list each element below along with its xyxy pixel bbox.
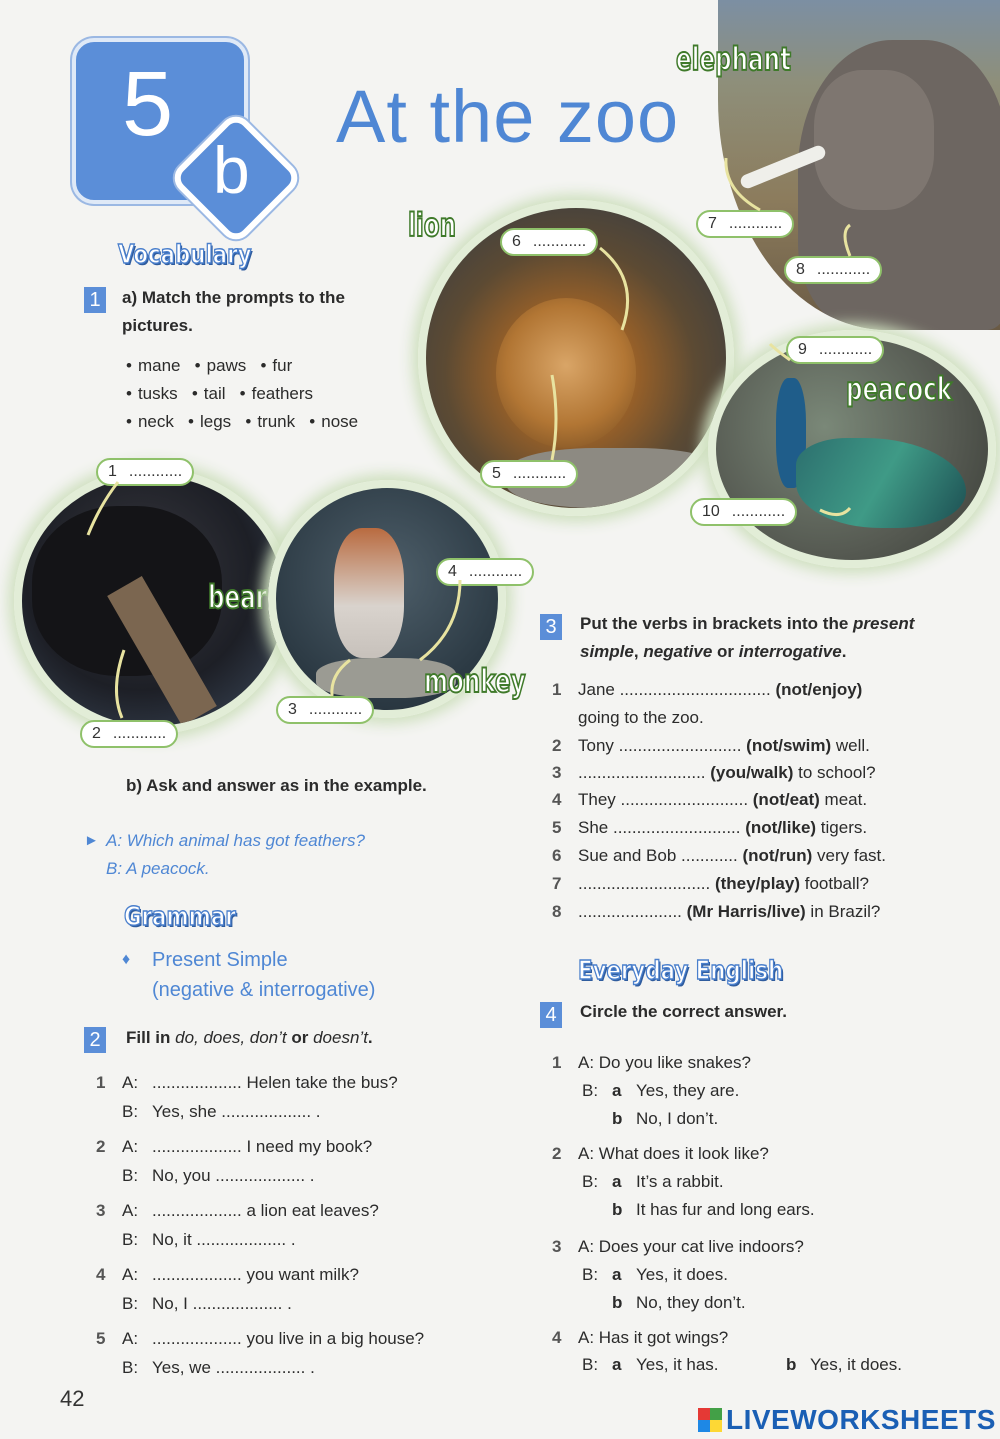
ex4-option-a[interactable]: B: a Yes, they are.: [582, 1081, 740, 1100]
ex4-option-a[interactable]: B: a Yes, it does.: [582, 1265, 728, 1284]
prompt-word: neck: [137, 412, 174, 431]
label-number: 4: [448, 563, 457, 580]
ex4-option-a[interactable]: B: a It’s a rabbit.: [582, 1172, 724, 1191]
ex2-instruction: Fill in do, does, don’t or doesn’t.: [126, 1028, 373, 1047]
liveworksheets-logo-icon: [698, 1408, 722, 1432]
everyday-english-heading: Everyday English: [578, 956, 784, 986]
exercise-number: 1: [84, 287, 106, 313]
ex2-item: 2 A: ................... I need my book?: [96, 1137, 373, 1156]
ex3-item[interactable]: 2 Tony .......................... (not/swim) well.: [552, 736, 870, 755]
ex2-question[interactable]: ................... I need my book?: [152, 1137, 373, 1156]
diamond-icon: ♦: [122, 951, 131, 968]
prompt-list: [126, 352, 358, 436]
ex2-item-answer: B: No, you ................... .: [122, 1166, 315, 1185]
grammar-topic-line1: Present Simple: [152, 949, 288, 971]
instruction-b: b) Ask and answer as in the example.: [126, 776, 427, 795]
example-answer: B: A peacock.: [106, 859, 210, 878]
ex2-answer[interactable]: No, it ................... .: [152, 1230, 296, 1249]
ex2-answer[interactable]: Yes, she ................... .: [152, 1102, 321, 1121]
ex2-item: 1 A: ................... Helen take the bus?: [96, 1073, 398, 1092]
ex2-answer[interactable]: Yes, we ................... .: [152, 1358, 315, 1377]
ex3-instruction-line2: simple, negative or interrogative.: [580, 642, 847, 661]
page-number: 42: [60, 1386, 85, 1411]
footer-logo[interactable]: LIVEWORKSHEETS: [726, 1404, 996, 1435]
arrow-icon: [820, 508, 850, 515]
label-number: 8: [796, 261, 805, 278]
prompt-row: • mane • paws • fur: [126, 356, 293, 375]
prompt-word: trunk: [257, 412, 296, 431]
ex4-option-b[interactable]: b No, they don’t.: [612, 1293, 746, 1312]
ex4-instruction: Circle the correct answer.: [580, 1002, 787, 1021]
arrow-icon: [552, 375, 556, 460]
ex2-item-answer: B: No, it ................... .: [122, 1230, 296, 1249]
ex4-question: 3 A: Does your cat live indoors?: [552, 1237, 804, 1256]
unit-number: 5: [122, 53, 174, 155]
ex2-question[interactable]: ................... Helen take the bus?: [152, 1073, 398, 1092]
exercise-number: 3: [540, 614, 562, 640]
label-number: 5: [492, 465, 501, 482]
prompt-word: fur: [272, 356, 293, 375]
ex4-question: 2 A: What does it look like?: [552, 1144, 769, 1163]
arrow-icon: [88, 482, 118, 535]
grammar-heading: Grammar: [124, 902, 236, 932]
arrow-icon: [600, 248, 628, 330]
label-blank: ............: [468, 563, 523, 580]
ex3-item[interactable]: 5 She ........................... (not/like) tigers.: [552, 818, 868, 837]
ex2-question[interactable]: ................... a lion eat leaves?: [152, 1201, 379, 1220]
prompt-word: mane: [137, 356, 181, 375]
prompt-word: tail: [203, 384, 226, 403]
ex2-item-answer: B: No, I ................... .: [122, 1294, 292, 1313]
label-number: 2: [92, 725, 101, 742]
arrow-icon: [845, 225, 850, 256]
ex4-option-b[interactable]: b It has fur and long ears.: [612, 1200, 815, 1219]
ex3-item[interactable]: 7 ............................ (they/play) football?: [552, 874, 869, 893]
page-title: At the zoo: [336, 75, 680, 158]
ex2-item-answer: B: Yes, she ................... .: [122, 1102, 321, 1121]
ex4-option-a[interactable]: B: a Yes, it has.: [582, 1355, 719, 1374]
prompt-row: • neck • legs • trunk • nose: [126, 412, 359, 431]
ex2-item: 3 A: ................... a lion eat leaves?: [96, 1201, 379, 1220]
monkey-tag: monkey: [424, 662, 526, 700]
ex3-item-cont: going to the zoo.: [578, 708, 704, 727]
ex4-option-b[interactable]: b No, I don’t.: [612, 1109, 719, 1128]
example-arrow-icon: ►: [84, 832, 99, 849]
label-blank: ............: [128, 463, 183, 480]
prompt-word: nose: [321, 412, 359, 431]
ex4-question: 4 A: Has it got wings?: [552, 1328, 729, 1347]
unit-letter: b: [213, 133, 250, 207]
label-blank: ............: [728, 215, 783, 232]
peacock-tag: peacock: [846, 370, 953, 408]
arrow-icon: [116, 650, 124, 718]
ex4-question: 1 A: Do you like snakes?: [552, 1053, 751, 1072]
arrow-icon: [770, 344, 790, 360]
ex3-item[interactable]: 4 They ........................... (not/eat) meat.: [552, 790, 868, 809]
label-number: 10: [702, 503, 720, 520]
label-blank: ............: [112, 725, 167, 742]
prompt-word: paws: [206, 356, 247, 375]
label-blank: ............: [816, 261, 871, 278]
ex3-item[interactable]: 3 ........................... (you/walk) to school?: [552, 763, 876, 782]
ex4-option-b[interactable]: b Yes, it does.: [786, 1355, 902, 1374]
ex2-item-answer: B: Yes, we ................... .: [122, 1358, 315, 1377]
arrow-icon: [420, 580, 460, 660]
exercise-number: 4: [540, 1002, 562, 1028]
example-question: A: Which animal has got feathers?: [106, 831, 365, 850]
ex2-item: 4 A: ................... you want milk?: [96, 1265, 359, 1284]
ex2-answer[interactable]: No, I ................... .: [152, 1294, 292, 1313]
arrow-icon: [726, 158, 760, 210]
ex2-question[interactable]: ................... you want milk?: [152, 1265, 359, 1284]
label-blank: ............: [512, 465, 567, 482]
prompt-word: tusks: [137, 384, 178, 403]
prompt-row: • tusks • tail • feathers: [126, 384, 314, 403]
ex3-item[interactable]: 8 ...................... (Mr Harris/live) in Brazil?: [552, 902, 881, 921]
instruction-a-line2: pictures.: [122, 316, 193, 335]
ex3-item[interactable]: 1 Jane ................................ (not/enjoy): [552, 680, 863, 699]
elephant-tag: elephant: [676, 40, 792, 78]
label-blank: ............: [818, 341, 873, 358]
instruction-a-line1: a) Match the prompts to the: [122, 288, 345, 307]
ex2-answer[interactable]: No, you ................... .: [152, 1166, 315, 1185]
label-number: 9: [798, 341, 807, 358]
grammar-topic-line2: (negative & interrogative): [152, 979, 376, 1001]
label-number: 3: [288, 701, 297, 718]
label-number: 6: [512, 233, 521, 250]
ex3-item[interactable]: 6 Sue and Bob ............ (not/run) very fast.: [552, 846, 886, 865]
ex2-question[interactable]: ................... you live in a big house?: [152, 1329, 425, 1348]
label-number: 1: [108, 463, 117, 480]
label-blank: ............: [308, 701, 363, 718]
bear-tag: bear: [208, 578, 268, 616]
prompt-word: legs: [200, 412, 232, 431]
ex2-item: 5 A: ................... you live in a big house?: [96, 1329, 425, 1348]
arrow-icon: [332, 660, 350, 696]
label-blank: ............: [532, 233, 587, 250]
lion-tag: lion: [408, 206, 457, 244]
vocabulary-heading: Vocabulary: [118, 240, 252, 270]
exercise-number: 2: [84, 1027, 106, 1053]
label-blank: ............: [731, 503, 786, 520]
ex3-instruction-line1: Put the verbs in brackets into the present: [580, 614, 915, 633]
label-number: 7: [708, 215, 717, 232]
prompt-word: feathers: [251, 384, 314, 403]
